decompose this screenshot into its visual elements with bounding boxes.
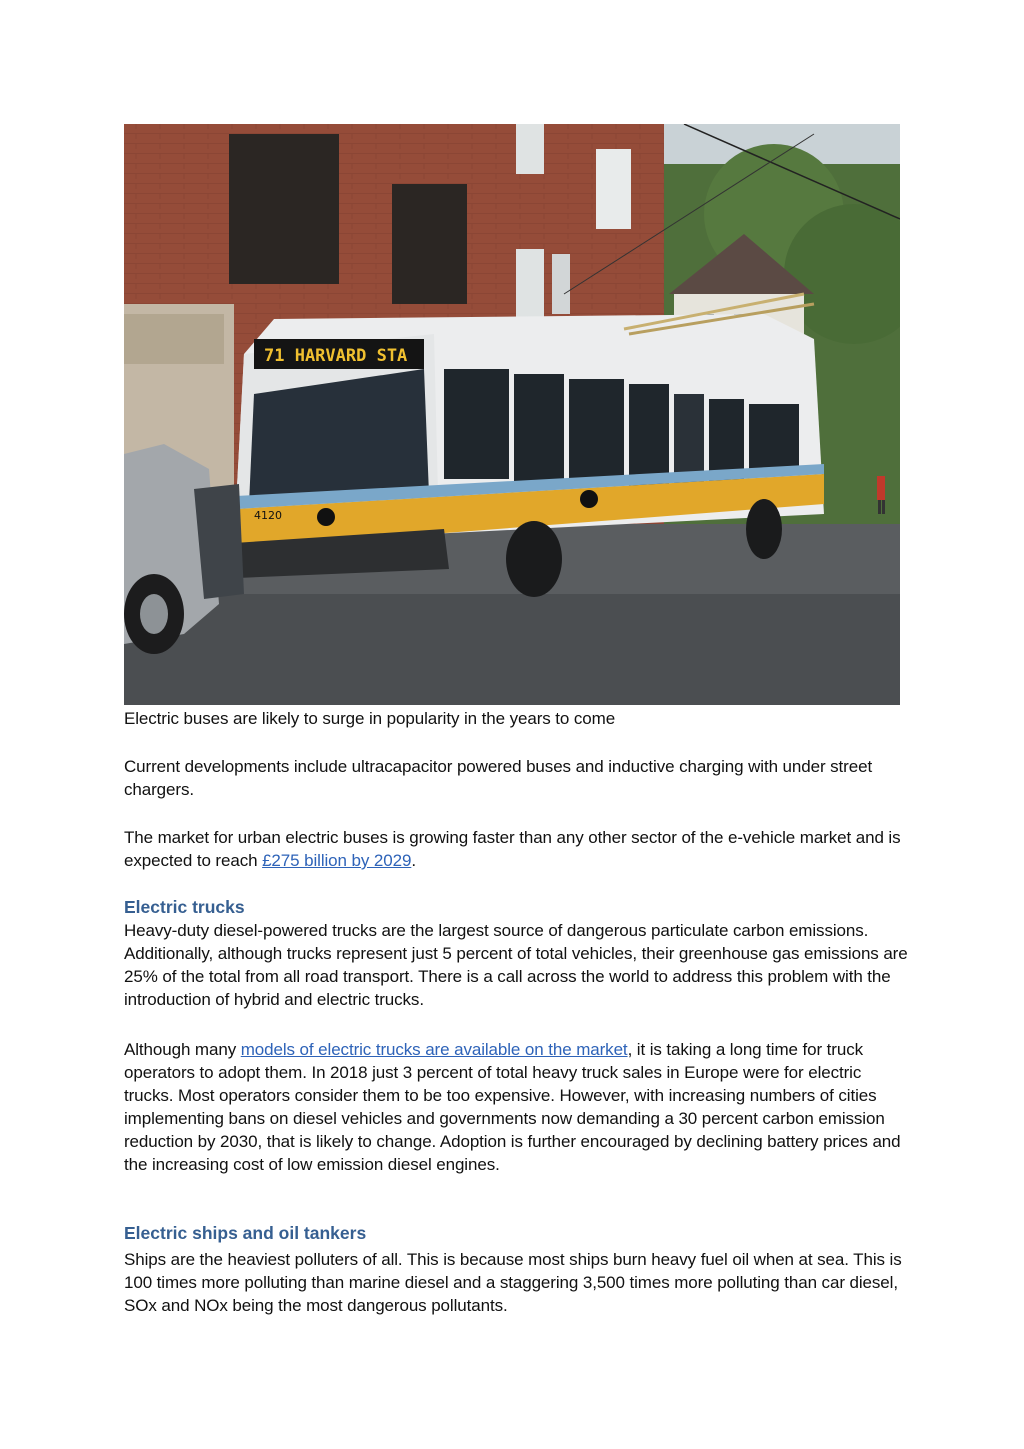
photo-caption xyxy=(124,707,914,730)
heading-electric-ships: Electric ships and oil tankers xyxy=(124,1223,367,1243)
truck-models-link[interactable]: models of electric trucks are available on the market xyxy=(240,1040,628,1059)
trucks-text-2-end: , it is taking a long time for truck operators to adopt them. In 2018 just 3 percent of total heavy truck sales in Europe were for electric trucks. Most operators consider them to be too expensive. However, with increasing numbers of cities implementing bans on diesel vehicles and governments now demanding a 30 percent carbon emission reduction by 2030, that is likely to change. Adoption is further encouraged by declining battery prices and the increasing cost of low emission diesel engines. xyxy=(124,1040,901,1174)
paragraph-trucks-2 xyxy=(124,1038,914,1176)
caption-text: Electric buses are likely to surge in popularity in the years to come xyxy=(124,709,616,728)
trucks-text-2-start: Although many xyxy=(124,1040,241,1059)
destination-sign: 71 HARVARD STA xyxy=(264,346,408,366)
bus-number: 4120 xyxy=(254,509,282,522)
electric-bus-photo xyxy=(124,124,900,705)
heading-electric-trucks: Electric trucks xyxy=(124,897,245,917)
market-text: The market for urban electric buses is growing faster than any other sector of the e-vehicle market and is expected to reach xyxy=(124,828,901,870)
market-text-end: . xyxy=(411,851,416,870)
developments-text: Current developments include ultracapacitor powered buses and inductive charging with under street chargers. xyxy=(124,757,873,799)
paragraph-market xyxy=(124,826,914,872)
paragraph-trucks-1 xyxy=(124,919,914,1011)
paragraph-ships xyxy=(124,1248,914,1317)
paragraph-developments xyxy=(124,755,914,801)
trucks-text-1: Heavy-duty diesel-powered trucks are the largest source of dangerous particulate carbon emissions. Additionally, although trucks represent just 5 percent of total vehicles, their greenhouse gas emissions are 25% of the total from all road transport. There is a call across the world to address this problem with the introduction of hybrid and electric trucks. xyxy=(124,921,908,1009)
market-report-link[interactable]: £275 billion by 2029 xyxy=(262,851,412,870)
ships-text: Ships are the heaviest polluters of all. This is because most ships burn heavy fuel oil when at sea. This is 100 times more polluting than marine diesel and a staggering 3,500 times more polluting than car diesel, SOx and NOx being the most dangerous pollutants. xyxy=(124,1250,902,1315)
